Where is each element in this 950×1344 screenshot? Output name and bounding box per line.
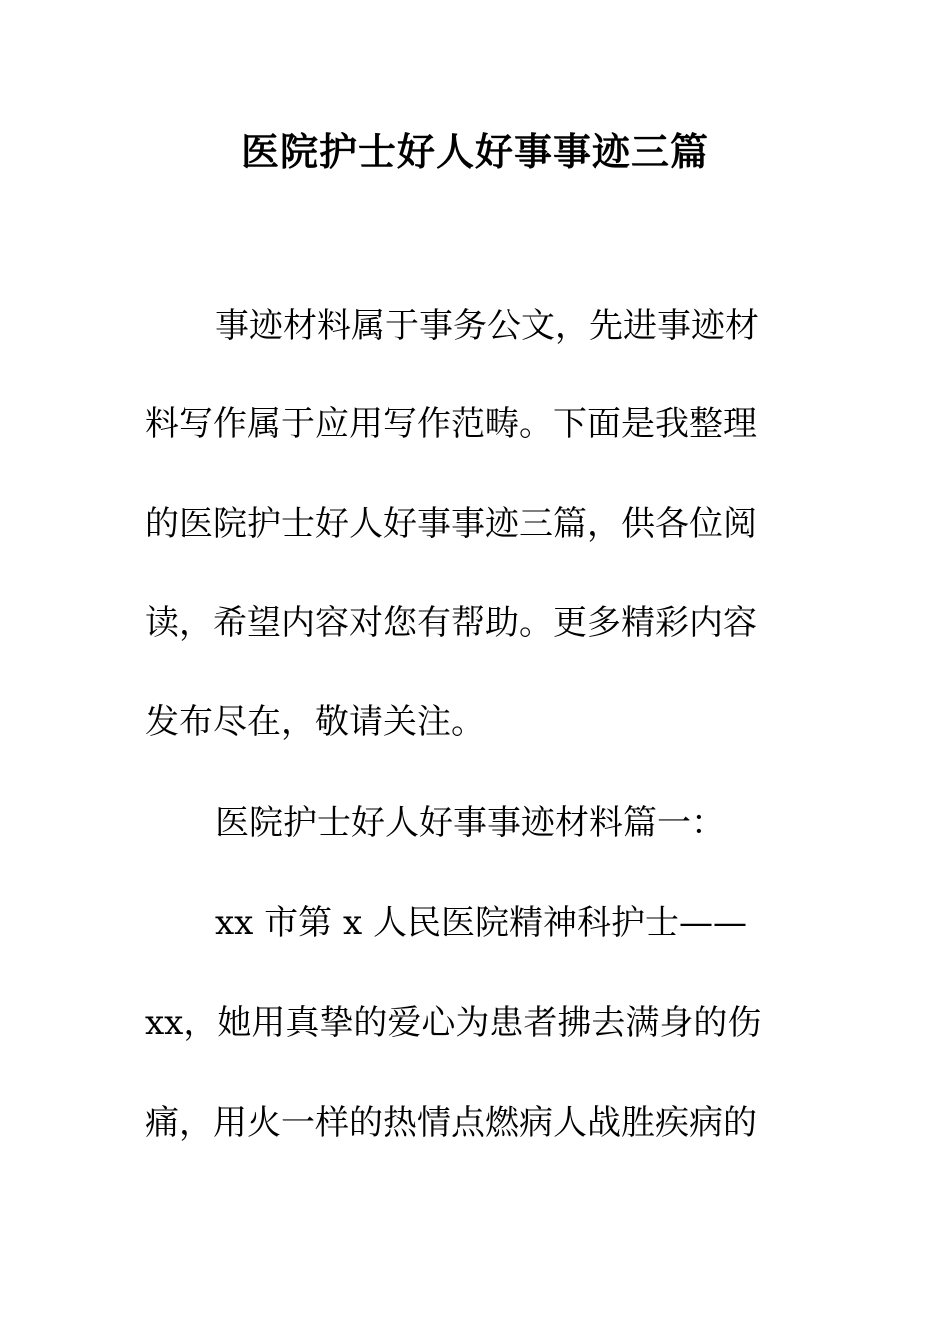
paragraph-line-4: 读，希望内容对您有帮助。更多精彩内容 [145,603,757,643]
paragraph-line-5: 发布尽在，敬请关注。 [145,702,485,742]
paragraph-line-6: xx 市第 x 人民医院精神科护士—— [215,903,747,943]
paragraph-line-1: 事迹材料属于事务公文，先进事迹材 [215,306,759,346]
section-heading-1: 医院护士好人好事事迹材料篇一： [215,803,725,843]
paragraph-line-7: xx，她用真挚的爱心为患者拂去满身的伤 [145,1003,762,1043]
paragraph-line-8: 痛，用火一样的热情点燃病人战胜疾病的 [145,1103,757,1143]
document-title: 医院护士好人好事事迹三篇 [240,129,709,174]
paragraph-line-2: 料写作属于应用写作范畴。下面是我整理 [145,404,757,444]
paragraph-line-3: 的医院护士好人好事事迹三篇，供各位阅 [145,504,757,544]
